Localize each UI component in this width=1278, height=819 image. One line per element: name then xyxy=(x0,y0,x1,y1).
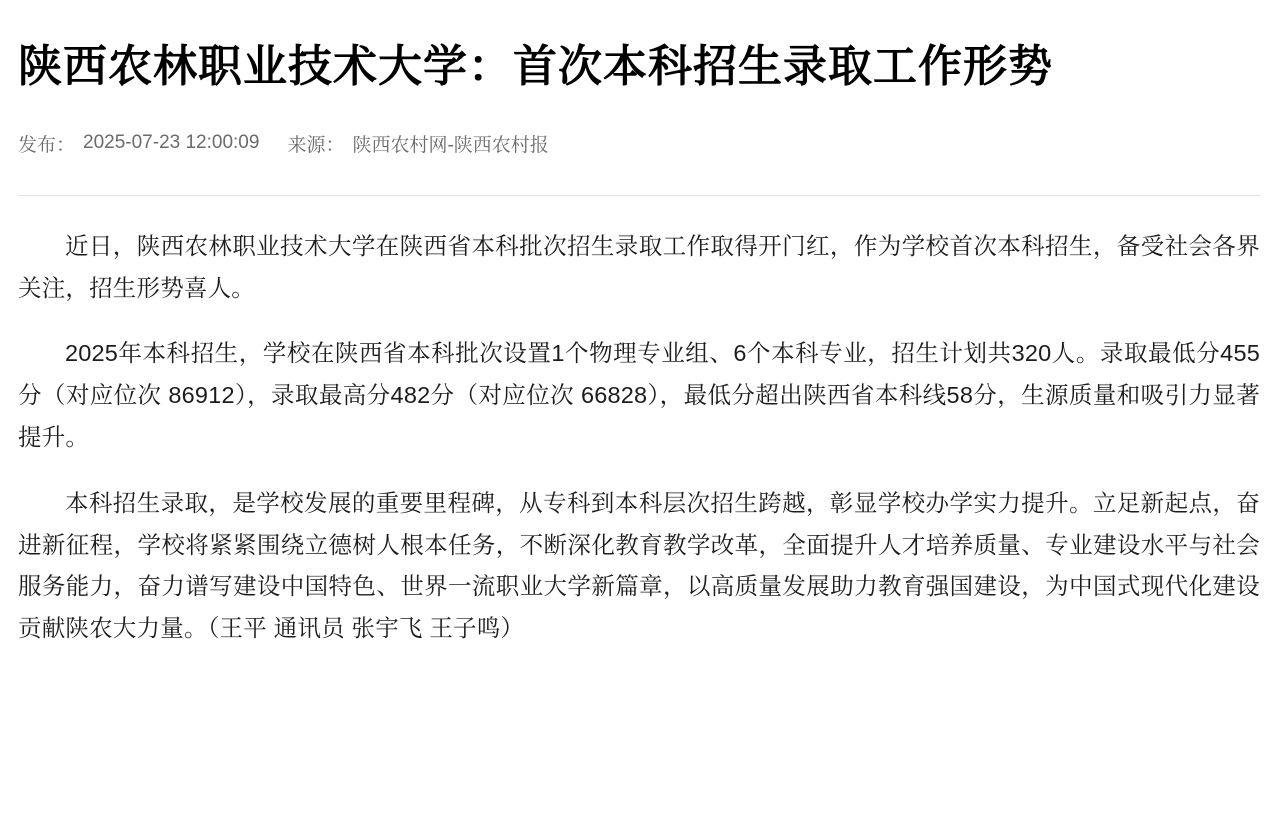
article-meta xyxy=(18,130,1260,157)
header-divider xyxy=(18,195,1260,196)
source-label: 来源： xyxy=(287,134,345,156)
page-title: 陕西农林职业技术大学：首次本科招生录取工作形势 xyxy=(18,42,1053,91)
article-paragraph: 本科招生录取，是学校发展的重要里程碑，从专科到本科层次招生跨越，彰显学校办学实力提升。立足新起点，奋进新征程，学校将紧紧围绕立德树人根本任务，不断深化教育教学改革，全面提升人才培养质量、专业建设水平与社会服务能力，奋力谱写建设中国特色、世界一流职业大学新篇章，以高质量发展助力教育强国建设，为中国式现代化建设贡献陕农大力量。（王平 通讯员 张宇飞 王子鸣） xyxy=(18,489,1260,642)
article-paragraph: 2025年本科招生，学校在陕西省本科批次设置1个物理专业组、6个本科专业，招生计划共320人。录取最低分455分（对应位次 86912），录取最高分482分（对应位次 66828），最低分超出陕西省本科线58分，生源质量和吸引力显著提升。 xyxy=(18,340,1260,450)
publish-time: 2025-07-23 12:00:09 xyxy=(83,132,260,154)
article-body xyxy=(18,226,1260,650)
source-name: 陕西农村网-陕西农村报 xyxy=(352,134,549,156)
article-paragraph: 近日，陕西农林职业技术大学在陕西省本科批次招生录取工作取得开门红，作为学校首次本科招生，备受社会各界关注，招生形势喜人。 xyxy=(18,232,1260,301)
publish-label: 发布： xyxy=(18,134,76,156)
